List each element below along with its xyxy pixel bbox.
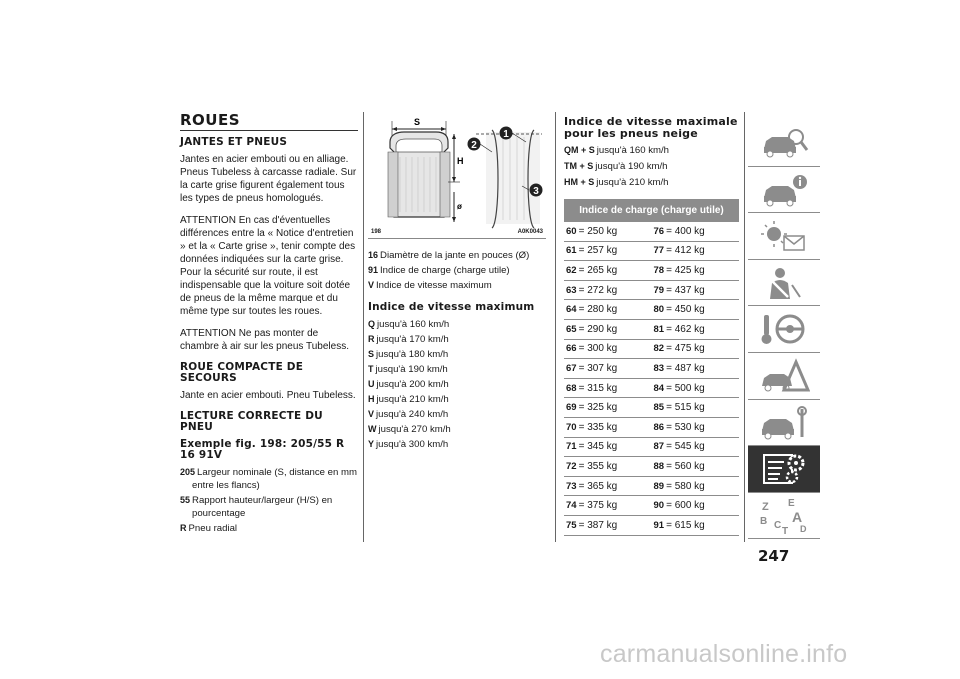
snow-speed-item: QM + S jusqu'à 160 km/h bbox=[564, 145, 669, 156]
table-cell: 81 = 462 kg bbox=[653, 323, 705, 335]
table-cell: 77 = 412 kg bbox=[653, 245, 705, 257]
text-column-2 bbox=[368, 112, 546, 453]
tyre-cross-section-drawing bbox=[368, 112, 546, 238]
definition-item: V Indice de vitesse maximum bbox=[368, 280, 492, 291]
table-row bbox=[564, 300, 739, 320]
definition-item: 55 Rapport hauteur/largeur (H/S) en pourcentage bbox=[180, 495, 333, 519]
table-cell: 85 = 515 kg bbox=[653, 402, 705, 414]
svg-text:B: B bbox=[760, 515, 768, 527]
chapter-sidebar bbox=[748, 120, 820, 539]
definition-item: 91 Indice de charge (charge utile) bbox=[368, 265, 510, 276]
table-row bbox=[564, 359, 739, 379]
table-row bbox=[564, 320, 739, 340]
table-cell: 75 = 387 kg bbox=[566, 519, 618, 531]
table-cell: 69 = 325 kg bbox=[566, 402, 618, 414]
table-cell: 66 = 300 kg bbox=[566, 343, 618, 355]
section-title-speed-index: Indice de vitesse maximum bbox=[368, 301, 535, 313]
car-service-icon bbox=[758, 405, 810, 441]
table-row bbox=[564, 379, 739, 399]
sidebar-item-safety[interactable] bbox=[748, 167, 820, 214]
table-row bbox=[564, 457, 739, 477]
table-cell: 68 = 315 kg bbox=[566, 382, 618, 394]
column-separator bbox=[555, 112, 556, 542]
section-title-example: Exemple fig. 198: 205/55 R 16 91V bbox=[180, 438, 345, 461]
sidebar-separator bbox=[744, 112, 745, 542]
table-cell: 67 = 307 kg bbox=[566, 362, 618, 374]
car-search-icon bbox=[758, 125, 810, 161]
table-cell: 71 = 345 kg bbox=[566, 441, 618, 453]
paragraph-warning: ATTENTION Ne pas monter de chambre à air sur les pneus Tubeless. bbox=[180, 328, 349, 352]
speed-item: V jusqu'à 240 km/h bbox=[368, 409, 449, 420]
table-row bbox=[564, 261, 739, 281]
speed-item: R jusqu'à 170 km/h bbox=[368, 334, 449, 345]
tyre-diagram bbox=[368, 112, 546, 239]
table-row bbox=[564, 496, 739, 516]
table-cell: 65 = 290 kg bbox=[566, 323, 618, 335]
speed-item: W jusqu'à 270 km/h bbox=[368, 424, 451, 435]
text-column-3 bbox=[564, 112, 739, 536]
table-cell: 90 = 600 kg bbox=[653, 500, 705, 512]
snow-speed-list bbox=[564, 144, 739, 189]
section-title-snow-speed: Indice de vitesse maximale pour les pneus neige bbox=[564, 115, 738, 140]
load-index-table-header: Indice de charge (charge utile) bbox=[564, 199, 739, 222]
definition-item: 16 Diamètre de la jante en pouces (Ø) bbox=[368, 250, 530, 261]
breakdown-triangle-icon bbox=[758, 358, 810, 394]
sidebar-item-starting-driving[interactable] bbox=[748, 306, 820, 353]
figure-code: A0K0043 bbox=[517, 229, 543, 235]
callout-2: 2 bbox=[471, 140, 477, 151]
chapter-title: ROUES bbox=[180, 112, 358, 131]
table-cell: 74 = 375 kg bbox=[566, 500, 618, 512]
table-cell: 82 = 475 kg bbox=[653, 343, 705, 355]
table-cell: 70 = 335 kg bbox=[566, 421, 618, 433]
table-cell: 76 = 400 kg bbox=[653, 225, 705, 237]
table-cell: 61 = 257 kg bbox=[566, 245, 618, 257]
table-cell: 83 = 487 kg bbox=[653, 362, 705, 374]
label-h: H bbox=[457, 156, 464, 166]
section-title-spare-wheel: ROUE COMPACTE DE SECOURS bbox=[180, 361, 304, 384]
label-diameter: ø bbox=[457, 202, 462, 211]
paragraph-warning: ATTENTION En cas d'éventuelles différences entre la « Notice d'entretien » et la « Carte grise », tenir compte des données indiquées sur la carte grise. Pour la sécurité sur route, il est indispensable que la voiture soit dotée de pneus de la même marque et du même type sur toutes les roues. bbox=[180, 215, 356, 317]
table-row bbox=[564, 340, 739, 360]
sidebar-item-technical-data[interactable] bbox=[748, 446, 820, 493]
table-row bbox=[564, 477, 739, 497]
table-cell: 64 = 280 kg bbox=[566, 304, 618, 316]
table-row bbox=[564, 398, 739, 418]
table-cell: 63 = 272 kg bbox=[566, 284, 618, 296]
car-info-icon bbox=[758, 172, 810, 208]
svg-text:E: E bbox=[788, 497, 795, 509]
svg-text:Z: Z bbox=[762, 500, 769, 513]
label-s: S bbox=[414, 117, 421, 127]
svg-text:C: C bbox=[774, 519, 782, 531]
speed-item: T jusqu'à 190 km/h bbox=[368, 364, 448, 375]
section-title-tyre-reading: LECTURE CORRECTE DU PNEU bbox=[180, 410, 323, 433]
table-cell: 73 = 365 kg bbox=[566, 480, 618, 492]
table-cell: 78 = 425 kg bbox=[653, 264, 705, 276]
sidebar-item-emergency[interactable] bbox=[748, 353, 820, 400]
table-row bbox=[564, 438, 739, 458]
technical-data-icon bbox=[758, 451, 810, 487]
callout-3: 3 bbox=[533, 186, 539, 197]
alphabetical-index-icon bbox=[758, 498, 810, 534]
table-cell: 60 = 250 kg bbox=[566, 225, 618, 237]
callout-1: 1 bbox=[503, 129, 509, 140]
speed-index-list bbox=[368, 318, 546, 451]
table-row bbox=[564, 516, 739, 536]
figure-number: 198 bbox=[371, 229, 382, 235]
seatbelt-icon bbox=[758, 265, 810, 301]
table-cell: 87 = 545 kg bbox=[653, 441, 705, 453]
definition-item: R Pneu radial bbox=[180, 523, 238, 534]
paragraph: Jantes en acier embouti ou en alliage. Pneus Tubeless à carcasse radiale. Sur la carte grise figurent également tous les types de pneus homologués. bbox=[180, 154, 357, 204]
table-row bbox=[564, 418, 739, 438]
sidebar-item-maintenance[interactable] bbox=[748, 400, 820, 447]
table-row bbox=[564, 242, 739, 262]
definition-list bbox=[368, 249, 546, 292]
key-steering-wheel-icon bbox=[758, 311, 810, 347]
sidebar-item-warnings[interactable] bbox=[748, 213, 820, 260]
paragraph: Jante en acier embouti. Pneu Tubeless. bbox=[180, 390, 356, 401]
section-title-rims-tyres: JANTES ET PNEUS bbox=[180, 136, 288, 148]
table-row bbox=[564, 222, 739, 242]
sidebar-item-dashboard[interactable] bbox=[748, 120, 820, 167]
svg-text:T: T bbox=[782, 525, 789, 534]
sidebar-item-index[interactable] bbox=[748, 493, 820, 540]
table-cell: 89 = 580 kg bbox=[653, 480, 705, 492]
text-column-1 bbox=[180, 112, 358, 537]
table-cell: 62 = 265 kg bbox=[566, 264, 618, 276]
svg-text:A: A bbox=[792, 508, 803, 525]
table-cell: 86 = 530 kg bbox=[653, 421, 705, 433]
snow-speed-item: HM + S jusqu'à 210 km/h bbox=[564, 177, 669, 188]
column-separator bbox=[363, 112, 364, 542]
load-index-table bbox=[564, 222, 739, 536]
definition-item: 205 Largeur nominale (S, distance en mm entre les flancs) bbox=[180, 467, 358, 491]
sidebar-item-safety-belts[interactable] bbox=[748, 260, 820, 307]
watermark: carmanualsonline.info bbox=[600, 640, 848, 668]
speed-item: Q jusqu'à 160 km/h bbox=[368, 319, 450, 330]
speed-item: S jusqu'à 180 km/h bbox=[368, 349, 449, 360]
definition-list bbox=[180, 466, 358, 535]
warning-lights-icon bbox=[758, 218, 810, 254]
table-cell: 88 = 560 kg bbox=[653, 460, 705, 472]
table-cell: 79 = 437 kg bbox=[653, 284, 705, 296]
speed-item: Y jusqu'à 300 km/h bbox=[368, 439, 449, 450]
speed-item: H jusqu'à 210 km/h bbox=[368, 394, 449, 405]
table-row bbox=[564, 281, 739, 301]
page-number: 247 bbox=[758, 547, 790, 565]
table-cell: 72 = 355 kg bbox=[566, 460, 618, 472]
speed-item: U jusqu'à 200 km/h bbox=[368, 379, 449, 390]
table-cell: 91 = 615 kg bbox=[653, 519, 705, 531]
snow-speed-item: TM + S jusqu'à 190 km/h bbox=[564, 161, 668, 172]
svg-text:D: D bbox=[800, 523, 807, 534]
table-cell: 80 = 450 kg bbox=[653, 304, 705, 316]
table-cell: 84 = 500 kg bbox=[653, 382, 705, 394]
